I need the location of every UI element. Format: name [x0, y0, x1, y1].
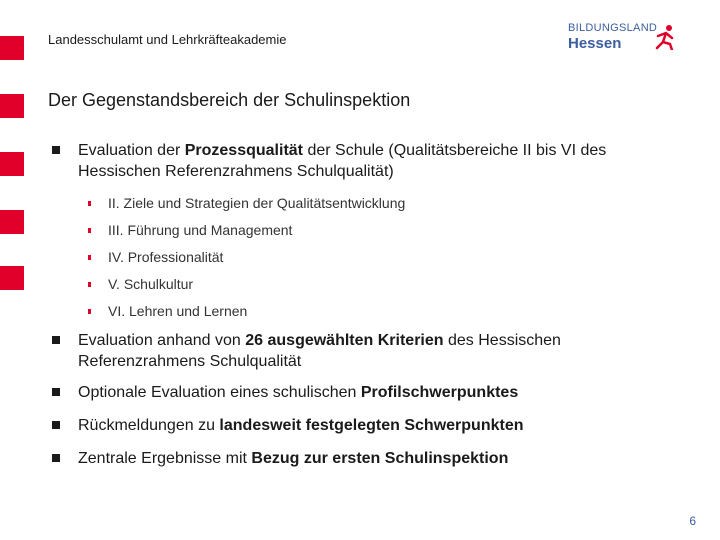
bildungsland-hessen-logo [568, 22, 678, 62]
bullet-square-icon [52, 454, 60, 462]
header-organization: Landesschulamt und Lehrkräfteakademie [48, 32, 287, 47]
sub-list-item-text: III. Führung und Management [108, 222, 293, 238]
decor-red-square-5 [0, 266, 24, 290]
sub-bullet-icon [88, 255, 91, 260]
bullet-text: Evaluation der [78, 142, 185, 159]
decor-red-square-4 [0, 210, 24, 234]
decor-red-square-2 [0, 94, 24, 118]
sub-list-item-text: VI. Lehren und Lernen [108, 303, 248, 319]
bullet-square-icon [52, 421, 60, 429]
sub-bullet-icon [88, 282, 91, 287]
bullet-text: Optionale Evaluation eines schulischen [78, 384, 361, 401]
slide-title: Der Gegenstandsbereich der Schulinspektion [48, 90, 411, 110]
bullet-text-bold: landesweit festgelegten Schwerpunkten [219, 417, 524, 434]
sub-list-item-text: IV. Professionalität [108, 249, 224, 265]
bullet-item [50, 382, 690, 403]
bullet-item [50, 415, 690, 436]
sub-list-item [86, 302, 690, 320]
sub-list-item-text: V. Schulkultur [108, 276, 194, 292]
decor-red-square-1 [0, 36, 24, 60]
bullet-item [50, 330, 690, 372]
bullet-list [50, 140, 690, 469]
sub-list-item [86, 248, 690, 266]
bullet-text-bold: 26 ausgewählten Kriterien [245, 332, 444, 349]
decor-red-square-3 [0, 152, 24, 176]
bullet-text: Rückmeldungen zu [78, 417, 220, 434]
bullet-item [50, 140, 690, 182]
bullet-square-icon [52, 146, 60, 154]
sub-list-item-text: II. Ziele und Strategien der Qualitätsentwicklung [108, 195, 406, 211]
bullet-text: des Hessischen Referenzrahmens Schulqualität [78, 332, 561, 370]
logo-text-bottom: Hessen [568, 35, 622, 52]
bullet-square-icon [52, 336, 60, 344]
bullet-text: der Schule (Qualitätsbereiche II bis VI des Hessischen Referenzrahmens Schulqualität) [78, 142, 607, 180]
bullet-text-bold: Prozessqualität [184, 142, 303, 159]
sub-list-item [86, 194, 690, 212]
sub-bullet-icon [88, 309, 91, 314]
bullet-text-bold: Profilschwerpunktes [360, 384, 519, 401]
bullet-text-bold: Bezug zur ersten Schulinspektion [251, 450, 509, 467]
sub-list-item [86, 275, 690, 293]
bullet-text: Evaluation anhand von [78, 332, 246, 349]
bullet-square-icon [52, 388, 60, 396]
runner-figure-icon [652, 24, 678, 50]
page-number: 6 [689, 514, 696, 528]
sub-bullet-icon [88, 228, 91, 233]
sub-list-item [86, 221, 690, 239]
bullet-item [50, 448, 690, 469]
sub-bullet-icon [88, 201, 91, 206]
logo-text-top: BILDUNGSLAND [568, 22, 658, 34]
sub-list [86, 194, 690, 320]
bullet-text: Zentrale Ergebnisse mit [78, 450, 252, 467]
